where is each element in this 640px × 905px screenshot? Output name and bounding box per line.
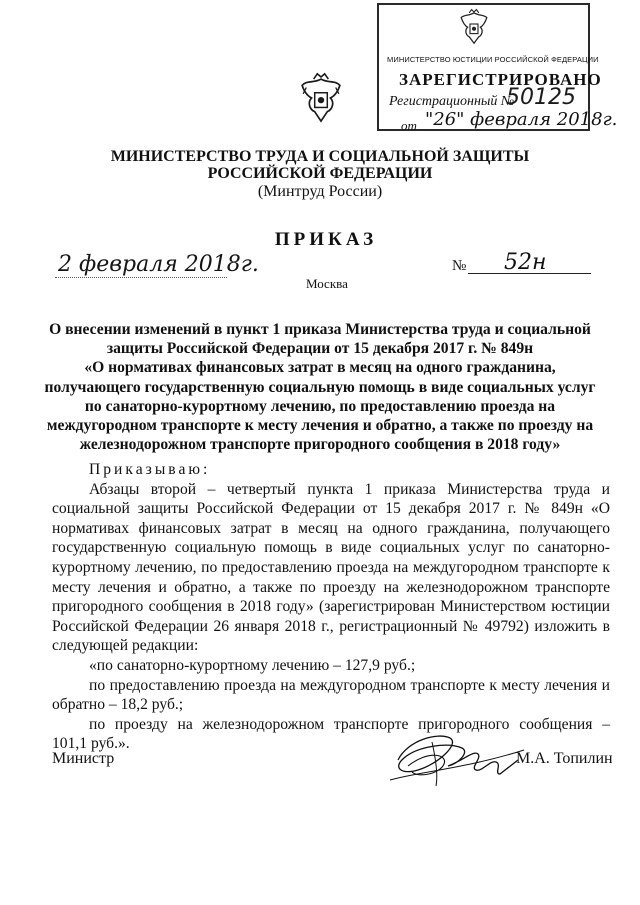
- paragraph-line: нормативах финансовых затрат в месяц на одного гражданина, получающего: [52, 519, 610, 537]
- stamp-date-value: "26" февраля 2018г.: [425, 109, 618, 130]
- subject-line: междугородном транспорте к месту лечения и обратно, а также по проезду на: [46, 417, 594, 435]
- signer-position: Министр: [52, 750, 115, 767]
- handwritten-signature: [378, 720, 528, 792]
- ministry-short-name: (Минтруд России): [257, 183, 383, 200]
- number-sign: №: [452, 258, 467, 274]
- coat-of-arms-icon: [300, 70, 342, 126]
- stamp-registered: ЗАРЕГИСТРИРОВАНО: [399, 70, 602, 89]
- stamp-ministry: МИНИСТЕРСТВО ЮСТИЦИИ РОССИЙСКОЙ ФЕДЕРАЦИИ: [387, 55, 599, 64]
- item-line: 101,1 руб.».: [52, 735, 130, 753]
- stamp-regno-value: 50125: [506, 85, 576, 110]
- paragraph-line: Российской Федерации 26 января 2018 г., регистрационный № 49792) изложить в: [52, 617, 610, 635]
- item-line: «по санаторно-курортному лечению – 127,9 руб.;: [89, 656, 416, 674]
- paragraph-line: следующей редакции:: [52, 637, 199, 655]
- paragraph-line: месту лечения и обратно, а также по проезду на железнодорожном транспорте: [52, 578, 610, 596]
- stamp-date-label: от: [401, 118, 417, 133]
- item-line: обратно – 18,2 руб.;: [52, 696, 184, 714]
- item-line: по предоставлению проезда на междугородном транспорте к месту лечения и: [89, 676, 610, 694]
- subject-line: защиты Российской Федерации от 15 декабря 2017 г. № 849н: [106, 340, 534, 358]
- subject-line: по санаторно-курортному лечению, по предоставлению проезда на: [84, 397, 556, 415]
- ministry-title: МИНИСТЕРСТВО ТРУДА И СОЦИАЛЬНОЙ ЗАЩИТЫ: [110, 148, 530, 165]
- item-line: по проезду на железнодорожном транспорте пригородного сообщения –: [89, 715, 610, 733]
- date-underline: [55, 277, 227, 278]
- subject-line: железнодорожном транспорте пригородного сообщения в 2018 году»: [79, 436, 561, 454]
- paragraph-line: пригородного сообщения в 2018 году» (зарегистрирован Министерством юстиции: [52, 598, 610, 616]
- paragraph-line: государственную социальную помощь в виде социальных услуг по санаторно-: [52, 539, 610, 557]
- order-number: 52н: [504, 250, 547, 275]
- document-type: ПРИКАЗ: [274, 229, 378, 250]
- city: Москва: [306, 276, 348, 291]
- paragraph-line: социальной защиты Российской Федерации от 15 декабря 2017 г. № 849н «О: [52, 500, 610, 518]
- registration-stamp: [377, 3, 618, 133]
- order-date: 2 февраля 2018г.: [58, 252, 259, 277]
- subject-line: получающего государственную социальную помощь в виде социальных услуг: [44, 378, 596, 396]
- order-body: [52, 460, 610, 754]
- order-verb: Приказываю:: [89, 461, 211, 478]
- signer-name: М.А. Топилин: [516, 750, 613, 767]
- ministry-country: РОССИЙСКОЙ ФЕДЕРАЦИИ: [207, 165, 433, 182]
- paragraph-line: курортному лечению, по предоставлению проезда на междугородном транспорте к: [52, 558, 610, 576]
- order-subject: [40, 320, 600, 454]
- subject-line: «О нормативах финансовых затрат в месяц на одного гражданина,: [84, 359, 556, 377]
- number-underline: [468, 273, 591, 274]
- subject-line: О внесении изменений в пункт 1 приказа Министерства труда и социальной: [49, 321, 591, 338]
- paragraph-line: Абзацы второй – четвертый пункта 1 приказа Министерства труда и: [89, 480, 610, 498]
- stamp-regno-label: Регистрационный №: [389, 94, 515, 109]
